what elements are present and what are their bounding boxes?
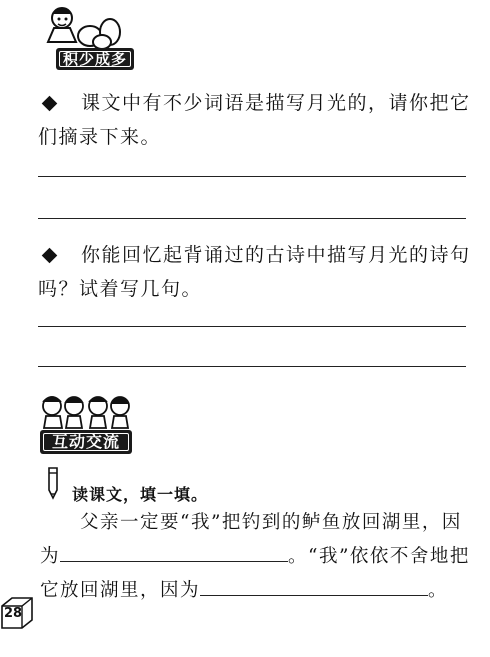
question-1 xyxy=(38,86,478,154)
blank-2[interactable] xyxy=(200,577,428,596)
cartoon-kids-group-icon xyxy=(40,392,132,430)
question-2 xyxy=(38,238,478,306)
question-2-line-2: 吗？试着写几句。 xyxy=(38,278,203,300)
question-1-line-1: 课文中有不少词语是描写月光的，请你把它 xyxy=(81,92,471,114)
reading-line-1: 父亲一定要“我”把钓到的鲈鱼放回湖里，因 xyxy=(80,512,462,533)
reading-line-3-start: 它放回湖里，因为 xyxy=(40,580,201,601)
section-title-interact: 互动交流 xyxy=(40,430,132,454)
pencil-icon xyxy=(44,466,62,500)
diamond-bullet-icon xyxy=(42,95,58,111)
reading-line-2-end: 。“我”依依不舍地把 xyxy=(288,546,470,567)
question-2-line-1: 你能回忆起背诵过的古诗中描写月光的诗句 xyxy=(81,244,471,266)
reading-line-2 xyxy=(40,540,480,574)
diamond-bullet-icon xyxy=(42,247,58,263)
blank-1[interactable] xyxy=(60,543,288,562)
section-title-accumulate: 积少成多 xyxy=(56,48,134,70)
cartoon-kid-icon xyxy=(40,2,130,50)
reading-line-2-start: 为 xyxy=(40,546,61,567)
answer-line-2[interactable] xyxy=(38,218,466,219)
page-number: 28 xyxy=(3,606,23,621)
answer-line-1[interactable] xyxy=(38,176,466,177)
answer-line-3[interactable] xyxy=(38,326,466,327)
reading-line-3-end: 。 xyxy=(428,580,449,601)
question-1-line-2: 们摘录下来。 xyxy=(38,126,162,148)
reading-line-3 xyxy=(40,574,480,608)
reading-paragraph xyxy=(40,506,480,608)
answer-line-4[interactable] xyxy=(38,366,466,367)
reading-instruction: 读课文，填一填。 xyxy=(72,485,209,504)
